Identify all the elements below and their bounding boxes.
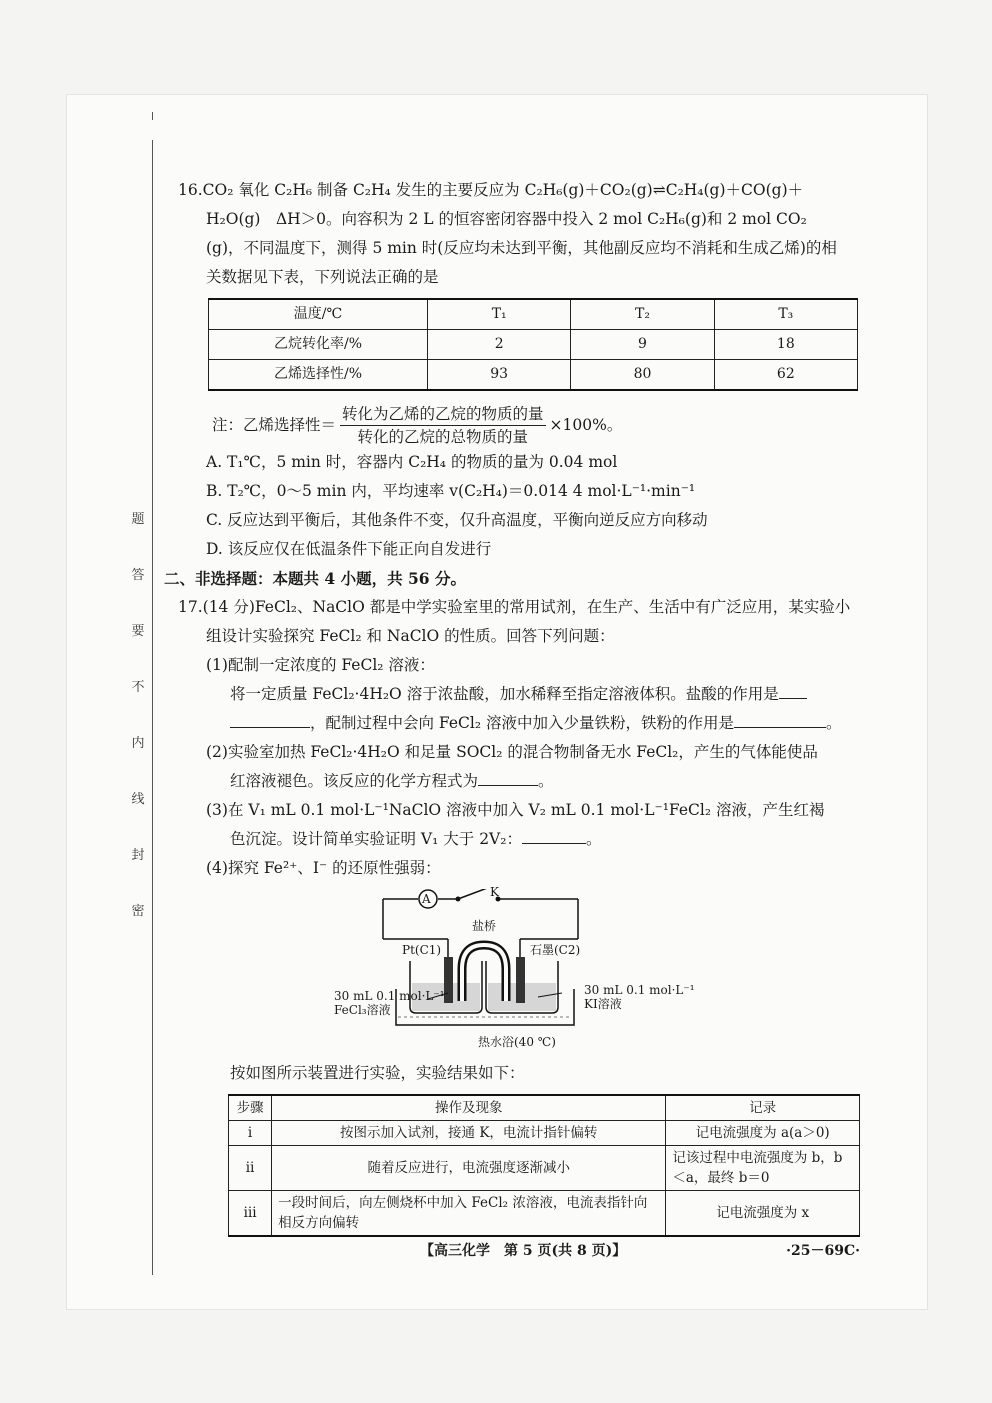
- side-char: 不: [131, 680, 145, 695]
- table-header-row: [209, 299, 858, 330]
- answer-blank[interactable]: [522, 825, 586, 844]
- q16-line2: H₂O(g) ΔH＞0。向容积为 2 L 的恒容密闭容器中投入 2 mol C₂H₆(g)和 2 mol CO₂: [206, 210, 807, 228]
- table-cell: ⅰ: [229, 1121, 272, 1146]
- note-prefix: 注：乙烯选择性＝: [212, 416, 337, 434]
- table-cell: 记电流强度为 a(a＞0): [666, 1121, 860, 1146]
- page-content: [164, 176, 868, 1237]
- q16-option-c[interactable]: C. 反应达到平衡后，其他条件不变，仅升高温度，平衡向逆反应方向移动: [206, 511, 708, 529]
- q16-option-d[interactable]: D. 该反应仅在低温条件下能正向自发进行: [206, 540, 492, 558]
- table-cell: ⅲ: [229, 1191, 272, 1237]
- left-solution-conc: 30 mL 0.1 mol·L⁻¹: [334, 989, 445, 1003]
- answer-blank[interactable]: [230, 709, 310, 728]
- right-solution-conc: 30 mL 0.1 mol·L⁻¹: [584, 983, 695, 997]
- table-row: [209, 360, 858, 391]
- punctuation: 。: [538, 772, 554, 790]
- q17-part3-line-a: (3)在 V₁ mL 0.1 mol·L⁻¹NaClO 溶液中加入 V₂ mL 0.1 mol·L⁻¹FeCl₂ 溶液，产生红褐: [206, 801, 825, 819]
- q17-part3-text: 色沉淀。设计简单实验证明 V₁ 大于 2V₂：: [230, 830, 522, 848]
- table-cell: 18: [714, 330, 857, 360]
- table-cell: 80: [571, 360, 714, 391]
- q16-option-b[interactable]: B. T₂℃，0～5 min 内，平均速率 v(C₂H₄)＝0.014 4 mol·L⁻¹·min⁻¹: [206, 482, 696, 500]
- selectivity-note: [178, 403, 868, 448]
- q17-results-table: [228, 1094, 860, 1237]
- answer-blank[interactable]: [478, 767, 538, 786]
- punctuation: 。: [585, 830, 602, 848]
- table-header-cell: T₂: [571, 299, 714, 330]
- table-header-cell: 记录: [666, 1095, 860, 1121]
- table-cell: 62: [714, 360, 857, 391]
- table-cell: 2: [428, 330, 571, 360]
- side-char: 题: [131, 512, 145, 527]
- q16-line1: 16.CO₂ 氧化 C₂H₆ 制备 C₂H₄ 发生的主要反应为 C₂H₆(g)＋CO₂(g)⇌C₂H₄(g)＋CO(g)＋: [178, 181, 804, 199]
- table-header-row: [229, 1095, 860, 1121]
- table-header-cell: 操作及现象: [272, 1095, 666, 1121]
- salt-bridge-label: 盐桥: [472, 919, 497, 933]
- table-cell: 乙烷转化率/%: [209, 330, 428, 360]
- q17-part1-line-a: [178, 680, 868, 709]
- right-solution-name: KI溶液: [584, 997, 622, 1011]
- table-cell: 9: [571, 330, 714, 360]
- binding-line: [152, 140, 153, 1275]
- binding-tick: [152, 112, 153, 120]
- table-header-cell: 步骤: [229, 1095, 272, 1121]
- footer-code: ·25－69C·: [786, 1243, 860, 1259]
- table-row: [229, 1121, 860, 1146]
- side-char: 线: [131, 792, 145, 807]
- table-cell: 93: [428, 360, 571, 391]
- galvanic-cell-diagram: [334, 885, 708, 1057]
- answer-blank[interactable]: [734, 709, 826, 728]
- note-suffix: ×100%。: [549, 416, 623, 434]
- fraction-numerator: 转化为乙烯的乙烷的物质的量: [340, 403, 546, 426]
- table-row: [229, 1146, 860, 1191]
- table-row: [229, 1191, 860, 1237]
- side-char: 要: [131, 624, 145, 639]
- q17-experiment-intro: 按如图所示装置进行实验，实验结果如下：: [230, 1064, 525, 1082]
- q16-option-a[interactable]: A. T₁℃，5 min 时，容器内 C₂H₄ 的物质的量为 0.04 mol: [206, 453, 618, 471]
- page-footer: [420, 1240, 860, 1260]
- switch-label: K: [490, 885, 499, 899]
- q17-part2-line-a: (2)实验室加热 FeCl₂·4H₂O 和足量 SOCl₂ 的混合物制备无水 FeCl₂，产生的气体能使品: [206, 743, 818, 761]
- side-char: 密: [131, 904, 145, 919]
- q17-part1-line-b: [178, 709, 868, 738]
- side-char: 封: [131, 848, 145, 863]
- table-cell: 随着反应进行，电流强度逐渐减小: [272, 1146, 666, 1191]
- side-margin-text: [128, 508, 148, 956]
- q17-part1-text-a: 将一定质量 FeCl₂·4H₂O 溶于浓盐酸，加水稀释至指定溶液体积。盐酸的作用是: [230, 685, 779, 703]
- left-solution-name: FeCl₃溶液: [334, 1003, 391, 1017]
- side-char: 答: [131, 568, 145, 583]
- left-electrode-label: Pt(C1): [402, 943, 442, 957]
- switch-lever: [458, 889, 490, 899]
- ammeter-label: A: [422, 892, 431, 906]
- table-cell: 一段时间后，向左侧烧杯中加入 FeCl₂ 浓溶液，电流表指针向相反方向偏转: [272, 1191, 666, 1237]
- selectivity-fraction: [340, 403, 546, 448]
- apparatus-drawing: [348, 889, 708, 1057]
- q17-part2-line-b: [178, 767, 868, 796]
- q16-data-table: [208, 298, 858, 391]
- q17-line1: 17.(14 分)FeCl₂、NaClO 都是中学实验室里的常用试剂，在生产、生活中有广泛应用，某实验小: [178, 598, 851, 616]
- right-electrode-label: 石墨(C2): [530, 943, 581, 957]
- q17-line2: 组设计实验探究 FeCl₂ 和 NaClO 的性质。回答下列问题：: [206, 627, 615, 645]
- q17-part1-title: (1)配制一定浓度的 FeCl₂ 溶液：: [206, 656, 435, 674]
- section-heading: 二、非选择题：本题共 4 小题，共 56 分。: [164, 569, 466, 588]
- table-cell: 乙烯选择性/%: [209, 360, 428, 391]
- q17-part2-text: 红溶液褪色。该反应的化学方程式为: [230, 772, 479, 790]
- table-header-cell: T₁: [428, 299, 571, 330]
- answer-blank[interactable]: [779, 680, 807, 699]
- q16-line4: 关数据见下表，下列说法正确的是: [206, 268, 439, 286]
- q17-part4-title: (4)探究 Fe²⁺、I⁻ 的还原性强弱：: [206, 859, 441, 877]
- table-header-cell: 温度/℃: [209, 299, 428, 330]
- table-cell: 记该过程中电流强度为 b，b＜a，最终 b＝0: [666, 1146, 860, 1191]
- footer-title: 【高三化学 第 5 页(共 8 页)】: [420, 1243, 627, 1259]
- q17-part1-text-b: ，配制过程中会向 FeCl₂ 溶液中加入少量铁粉，铁粉的作用是: [310, 714, 734, 732]
- punctuation: 。: [825, 714, 842, 732]
- water-bath-label: 热水浴(40 ℃): [478, 1035, 556, 1049]
- table-row: [209, 330, 858, 360]
- fraction-denominator: 转化的乙烷的总物质的量: [357, 428, 529, 446]
- q16-line3: (g)，不同温度下，测得 5 min 时(反应均未达到平衡，其他副反应均不消耗和生成乙烯)的相: [206, 239, 837, 257]
- table-header-cell: T₃: [714, 299, 857, 330]
- side-char: 内: [131, 736, 145, 751]
- table-cell: ⅱ: [229, 1146, 272, 1191]
- table-cell: 按图示加入试剂，接通 K，电流计指针偏转: [272, 1121, 666, 1146]
- q17-part3-line-b: [178, 825, 868, 854]
- table-cell: 记电流强度为 x: [666, 1191, 860, 1237]
